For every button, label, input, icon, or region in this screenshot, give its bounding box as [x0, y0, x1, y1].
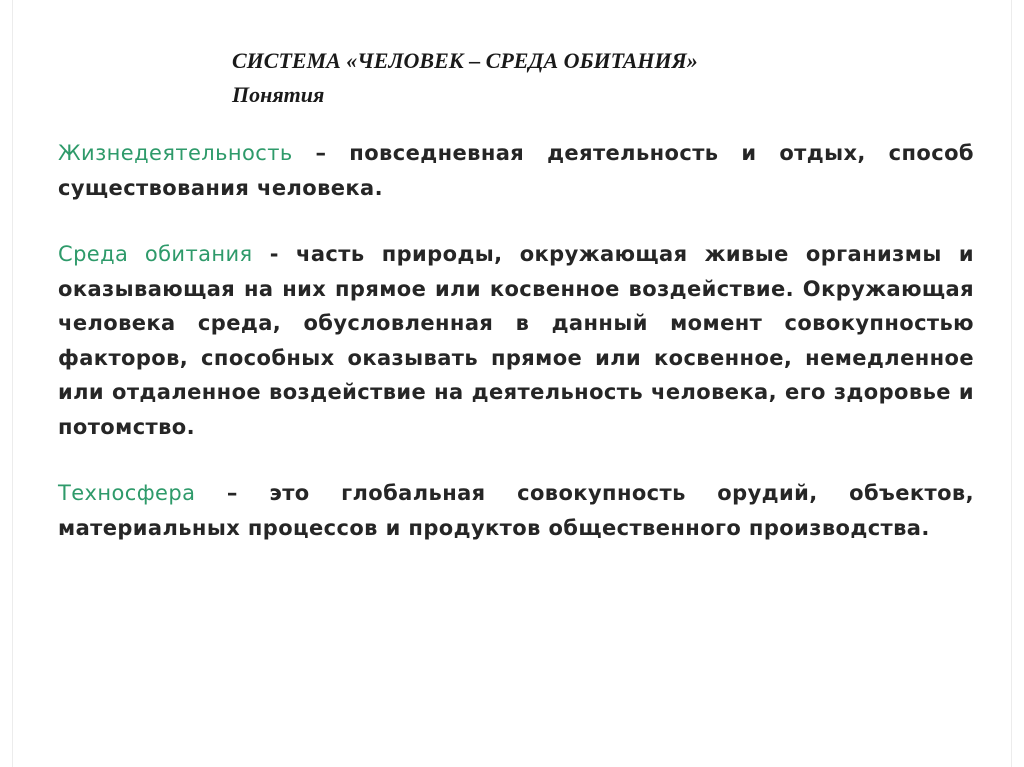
slide-title: СИСТЕМА «ЧЕЛОВЕК – СРЕДА ОБИТАНИЯ»: [232, 48, 698, 73]
definitions-list: [58, 136, 974, 545]
definition-term: Техносфера: [58, 481, 196, 505]
definition-tekhnosfera: [58, 476, 974, 545]
slide-border-right: [1011, 0, 1012, 767]
slide-header: [232, 44, 932, 112]
slide-border-left: [12, 0, 13, 767]
definition-term: Жизнедеятельность: [58, 141, 293, 165]
definition-text: – повседневная деятельность и отдых, способ существования человека.: [58, 141, 974, 200]
definition-text: - часть природы, окружающая живые организмы и оказывающая на них прямое или косвенное воздействие. Окружающая человека среда, обусловленная в данный момент совокупностью факторов, способных оказывать прямое или косвенное, немедленное или отдаленное воздействие на деятельность человека, его здоровье и потомство.: [58, 242, 974, 439]
slide-subtitle: Понятия: [232, 82, 325, 107]
definition-zhiznedeyatelnost: [58, 136, 974, 205]
definition-text: – это глобальная совокупность орудий, объектов, материальных процессов и продуктов общественного производства.: [58, 481, 974, 540]
definition-term: Среда обитания: [58, 242, 253, 266]
definition-sreda-obitaniya: [58, 237, 974, 444]
